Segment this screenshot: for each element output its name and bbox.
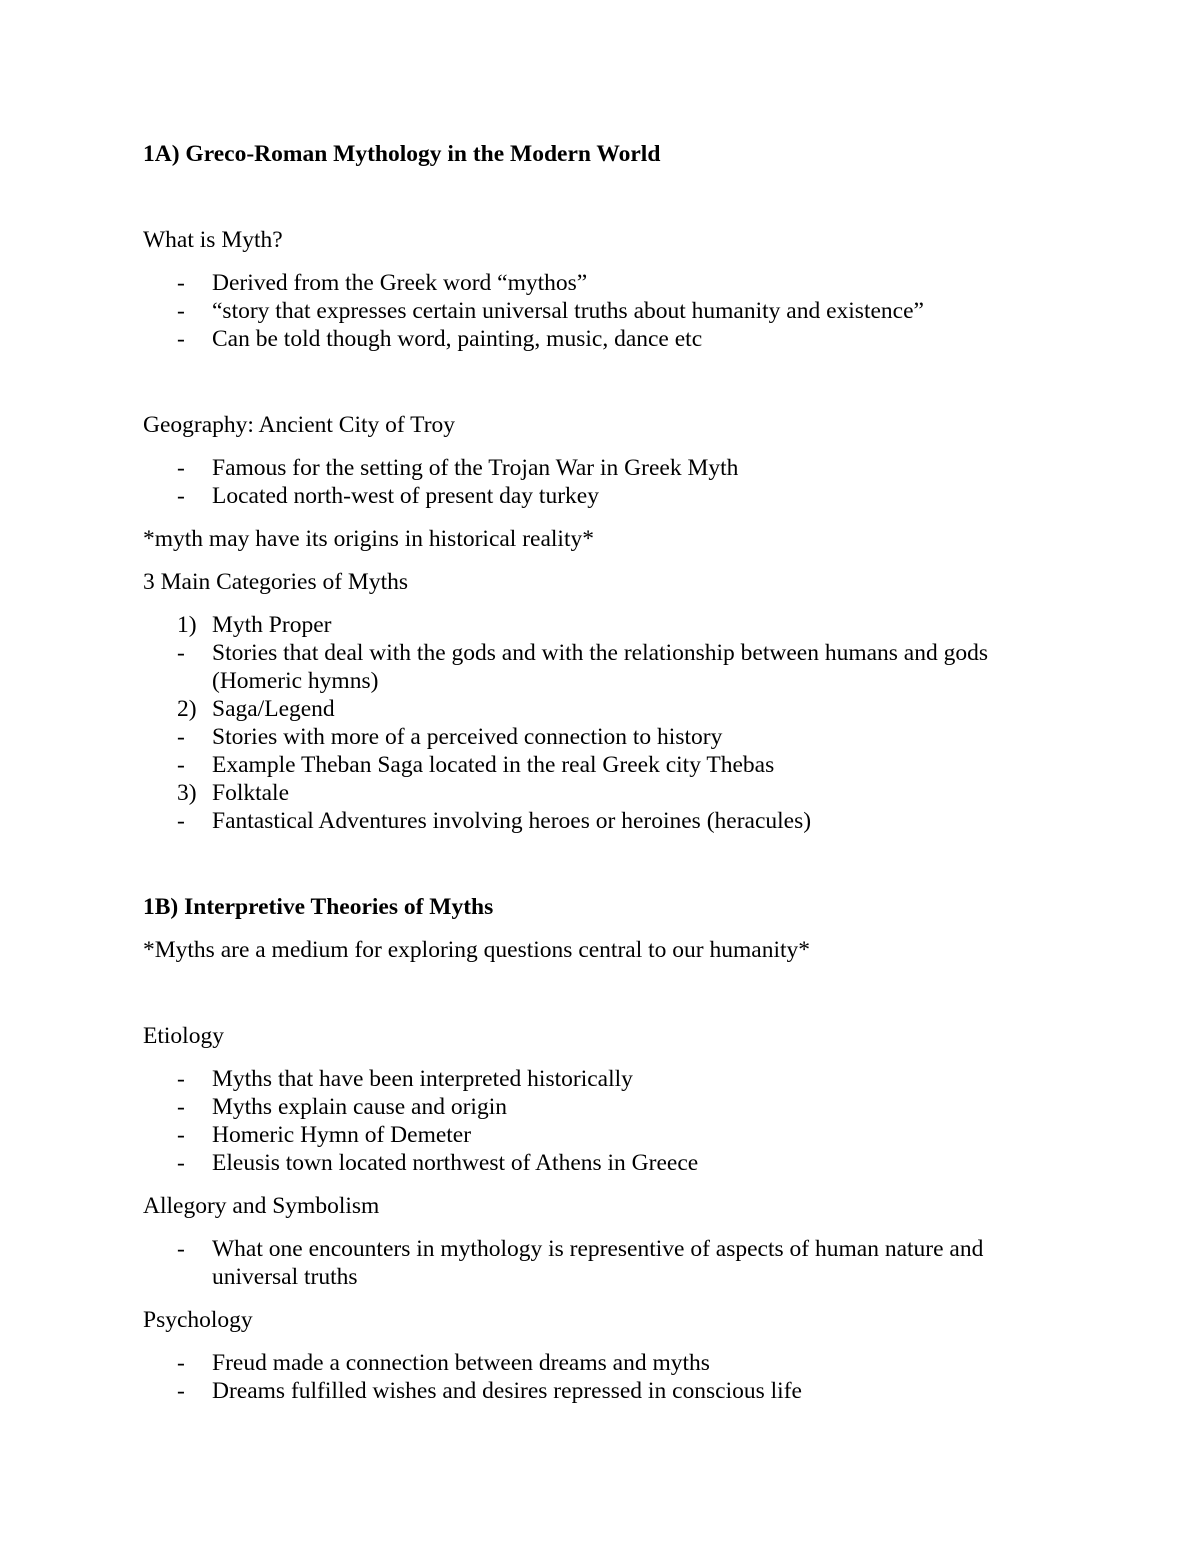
list-marker: - (177, 1150, 185, 1176)
list-marker: - (177, 298, 185, 324)
list-item (143, 1065, 1057, 1093)
list-item (143, 723, 1057, 751)
subheading-psychology: Psychology (143, 1307, 253, 1333)
list-marker: 2) (177, 696, 197, 722)
list-item (143, 695, 1057, 723)
list-item-text: Homeric Hymn of Demeter (212, 1122, 472, 1148)
subheading-etiology: Etiology (143, 1023, 224, 1049)
list-item-text: Myths explain cause and origin (212, 1094, 507, 1120)
list-item (143, 751, 1057, 779)
section-heading-1a: 1A) Greco-Roman Mythology in the Modern World (143, 141, 661, 167)
list-item (143, 297, 1057, 325)
list-item-text: Myths that have been interpreted historically (212, 1066, 633, 1092)
paragraph-spacer (143, 368, 1057, 411)
note-myths-medium: *Myths are a medium for exploring questions central to our humanity* (143, 937, 810, 963)
list-item-text: Dreams fulfilled wishes and desires repressed in conscious life (212, 1378, 802, 1404)
list-item-text: Eleusis town located northwest of Athens in Greece (212, 1150, 699, 1176)
list-marker: - (177, 1378, 185, 1404)
list-item (143, 807, 1057, 835)
list-item-text: Derived from the Greek word “mythos” (212, 270, 588, 296)
list-item (143, 1235, 1057, 1291)
list-marker: 1) (177, 612, 197, 638)
paragraph-spacer (143, 979, 1057, 1022)
paragraph-spacer (143, 183, 1057, 226)
list-item (143, 1349, 1057, 1377)
list-marker: 3) (177, 780, 197, 806)
list-item (143, 639, 1057, 695)
list-item-text: Stories with more of a perceived connection to history (212, 724, 723, 750)
list-marker: - (177, 1066, 185, 1092)
list-marker: - (177, 326, 185, 352)
list-item-text: Can be told though word, painting, music, dance etc (212, 326, 703, 352)
list-item-text: “story that expresses certain universal truths about humanity and existence” (212, 298, 924, 324)
list-item-text: Located north-west of present day turkey (212, 483, 599, 509)
list-item-text: Famous for the setting of the Trojan War in Greek Myth (212, 455, 739, 481)
list-item-text: Fantastical Adventures involving heroes or heroines (heracules) (212, 808, 812, 834)
list-marker: - (177, 483, 185, 509)
list-item (143, 1377, 1057, 1405)
list-item (143, 269, 1057, 297)
categories-list (143, 611, 1057, 835)
list-marker: - (177, 808, 185, 834)
list-marker: - (177, 752, 185, 778)
paragraph-spacer (143, 850, 1057, 893)
list-item-text: Stories that deal with the gods and with the relationship between humans and gods (Homeric hymns) (212, 640, 989, 694)
list-marker: - (177, 455, 185, 481)
list-marker: - (177, 1122, 185, 1148)
list-item-text: What one encounters in mythology is representive of aspects of human nature and universal truths (212, 1236, 984, 1290)
list-item (143, 1121, 1057, 1149)
list-item-text: Saga/Legend (212, 696, 335, 722)
list-item (143, 1093, 1057, 1121)
list-item (143, 779, 1057, 807)
subheading-geography: Geography: Ancient City of Troy (143, 412, 456, 438)
list-marker: - (177, 1094, 185, 1120)
list-marker: - (177, 640, 185, 666)
list-item (143, 325, 1057, 353)
geography-list (143, 454, 1057, 510)
list-item-text: Myth Proper (212, 612, 332, 638)
what-is-myth-list (143, 269, 1057, 353)
psychology-list (143, 1349, 1057, 1405)
list-marker: - (177, 1236, 185, 1262)
list-marker: - (177, 1350, 185, 1376)
list-item (143, 454, 1057, 482)
subheading-allegory: Allegory and Symbolism (143, 1193, 380, 1219)
list-item-text: Example Theban Saga located in the real Greek city Thebas (212, 752, 775, 778)
list-item (143, 482, 1057, 510)
list-marker: - (177, 270, 185, 296)
list-item-text: Folktale (212, 780, 290, 806)
allegory-list (143, 1235, 1057, 1291)
section-heading-1b: 1B) Interpretive Theories of Myths (143, 894, 494, 920)
subheading-categories: 3 Main Categories of Myths (143, 569, 408, 595)
note-myth-origins: *myth may have its origins in historical reality* (143, 526, 594, 552)
list-marker: - (177, 724, 185, 750)
list-item (143, 611, 1057, 639)
etiology-list (143, 1065, 1057, 1177)
subheading-what-is-myth: What is Myth? (143, 227, 283, 253)
list-item-text: Freud made a connection between dreams and myths (212, 1350, 710, 1376)
list-item (143, 1149, 1057, 1177)
